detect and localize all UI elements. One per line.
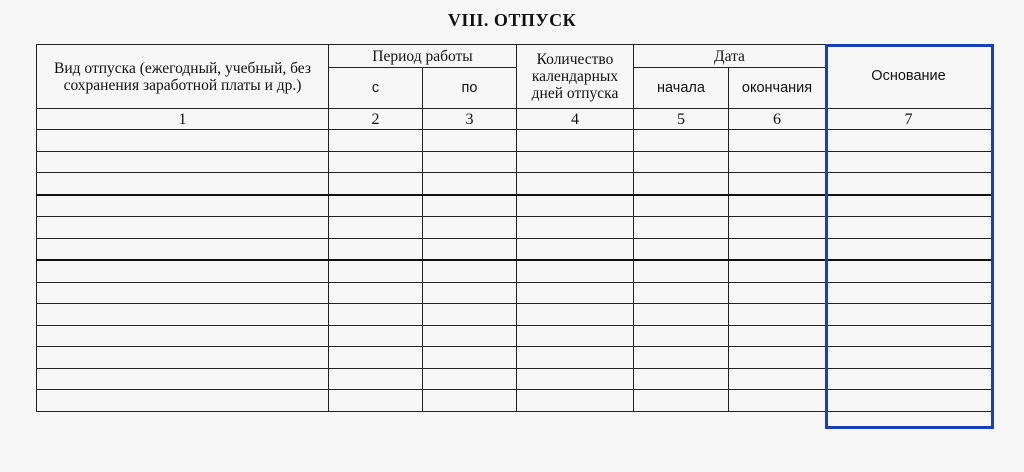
table-cell bbox=[517, 347, 634, 369]
table-cell bbox=[423, 217, 517, 239]
table-row bbox=[37, 217, 992, 239]
table-cell bbox=[423, 325, 517, 347]
table-cell bbox=[826, 325, 992, 347]
table-cell bbox=[329, 217, 423, 239]
table-cell bbox=[329, 130, 423, 152]
table-cell bbox=[37, 368, 329, 390]
header-days: Количество календарных дней отпуска bbox=[517, 45, 634, 109]
table-cell bbox=[826, 217, 992, 239]
table-cell bbox=[634, 173, 729, 195]
table-row bbox=[37, 368, 992, 390]
table-cell bbox=[423, 238, 517, 260]
table-cell bbox=[634, 325, 729, 347]
leave-table bbox=[36, 44, 992, 412]
table-row bbox=[37, 173, 992, 195]
column-number: 7 bbox=[826, 109, 992, 130]
table-cell bbox=[729, 368, 826, 390]
header-leave-type: Вид отпуска (ежегодный, учебный, без сохранения заработной платы и др.) bbox=[37, 45, 329, 109]
table-cell bbox=[37, 325, 329, 347]
table-cell bbox=[634, 390, 729, 412]
table-cell bbox=[37, 282, 329, 304]
table-cell bbox=[826, 260, 992, 282]
table-row bbox=[37, 304, 992, 326]
table-cell bbox=[634, 217, 729, 239]
table-cell bbox=[517, 130, 634, 152]
table-cell bbox=[729, 260, 826, 282]
table-cell bbox=[423, 195, 517, 217]
column-number: 6 bbox=[729, 109, 826, 130]
table-cell bbox=[329, 347, 423, 369]
header-to: по bbox=[423, 68, 517, 109]
table-cell bbox=[634, 260, 729, 282]
table-cell bbox=[423, 304, 517, 326]
table-cell bbox=[423, 173, 517, 195]
table-cell bbox=[729, 173, 826, 195]
table-cell bbox=[37, 238, 329, 260]
table-cell bbox=[517, 304, 634, 326]
table-cell bbox=[729, 238, 826, 260]
table-cell bbox=[329, 325, 423, 347]
table-cell bbox=[634, 195, 729, 217]
table-cell bbox=[329, 173, 423, 195]
table-cell bbox=[517, 151, 634, 173]
table-cell bbox=[37, 347, 329, 369]
table-cell bbox=[826, 195, 992, 217]
table-cell bbox=[423, 151, 517, 173]
table-cell bbox=[729, 325, 826, 347]
table-cell bbox=[37, 217, 329, 239]
table-cell bbox=[826, 390, 992, 412]
table-cell bbox=[329, 282, 423, 304]
table-cell bbox=[729, 130, 826, 152]
table-cell bbox=[634, 282, 729, 304]
table-cell bbox=[826, 304, 992, 326]
table-cell bbox=[826, 368, 992, 390]
table-cell bbox=[634, 238, 729, 260]
table-cell bbox=[826, 282, 992, 304]
table-cell bbox=[517, 217, 634, 239]
header-work-period: Период работы bbox=[329, 45, 517, 68]
table-cell bbox=[517, 390, 634, 412]
table-cell bbox=[329, 195, 423, 217]
column-number: 5 bbox=[634, 109, 729, 130]
table-cell bbox=[423, 368, 517, 390]
header-start: начала bbox=[634, 68, 729, 109]
table-cell bbox=[329, 238, 423, 260]
section-title: VIII. ОТПУСК bbox=[447, 10, 577, 30]
table-cell bbox=[517, 260, 634, 282]
table-cell bbox=[826, 130, 992, 152]
table-cell bbox=[634, 368, 729, 390]
table-cell bbox=[826, 238, 992, 260]
table-cell bbox=[423, 347, 517, 369]
table-cell bbox=[423, 282, 517, 304]
table-cell bbox=[329, 390, 423, 412]
table-cell bbox=[37, 130, 329, 152]
table-row bbox=[37, 238, 992, 260]
table-cell bbox=[826, 151, 992, 173]
table-cell bbox=[329, 304, 423, 326]
table-cell bbox=[634, 130, 729, 152]
table-row bbox=[37, 260, 992, 282]
table-cell bbox=[37, 390, 329, 412]
data-rows bbox=[37, 130, 992, 412]
table-cell bbox=[517, 282, 634, 304]
table-cell bbox=[729, 151, 826, 173]
table-cell bbox=[729, 304, 826, 326]
table-cell bbox=[729, 347, 826, 369]
table-row bbox=[37, 282, 992, 304]
table-row bbox=[37, 325, 992, 347]
table-cell bbox=[517, 325, 634, 347]
header-basis: Основание bbox=[826, 45, 992, 109]
table-cell bbox=[634, 151, 729, 173]
table-cell bbox=[729, 217, 826, 239]
table-cell bbox=[329, 368, 423, 390]
column-number: 4 bbox=[517, 109, 634, 130]
table-cell bbox=[37, 195, 329, 217]
table-cell bbox=[634, 304, 729, 326]
table-cell bbox=[517, 195, 634, 217]
table-row bbox=[37, 347, 992, 369]
table-cell bbox=[729, 282, 826, 304]
header-from: с bbox=[329, 68, 423, 109]
column-number: 1 bbox=[37, 109, 329, 130]
table-cell bbox=[517, 238, 634, 260]
table-cell bbox=[423, 390, 517, 412]
column-number: 2 bbox=[329, 109, 423, 130]
header-date: Дата bbox=[634, 45, 826, 68]
table-cell bbox=[826, 173, 992, 195]
table-cell bbox=[329, 151, 423, 173]
table-cell bbox=[517, 368, 634, 390]
column-number: 3 bbox=[423, 109, 517, 130]
table-row bbox=[37, 390, 992, 412]
table-cell bbox=[37, 260, 329, 282]
table-row bbox=[37, 130, 992, 152]
table-row bbox=[37, 151, 992, 173]
table-cell bbox=[729, 195, 826, 217]
table-cell bbox=[423, 130, 517, 152]
table-cell bbox=[517, 173, 634, 195]
table-cell bbox=[37, 151, 329, 173]
table-cell bbox=[826, 347, 992, 369]
table-cell bbox=[423, 260, 517, 282]
table-cell bbox=[37, 173, 329, 195]
table-cell bbox=[37, 304, 329, 326]
table-cell bbox=[329, 260, 423, 282]
column-number-row bbox=[37, 109, 992, 130]
table-cell bbox=[729, 390, 826, 412]
header-end: окончания bbox=[729, 68, 826, 109]
table-row bbox=[37, 195, 992, 217]
table-cell bbox=[634, 347, 729, 369]
